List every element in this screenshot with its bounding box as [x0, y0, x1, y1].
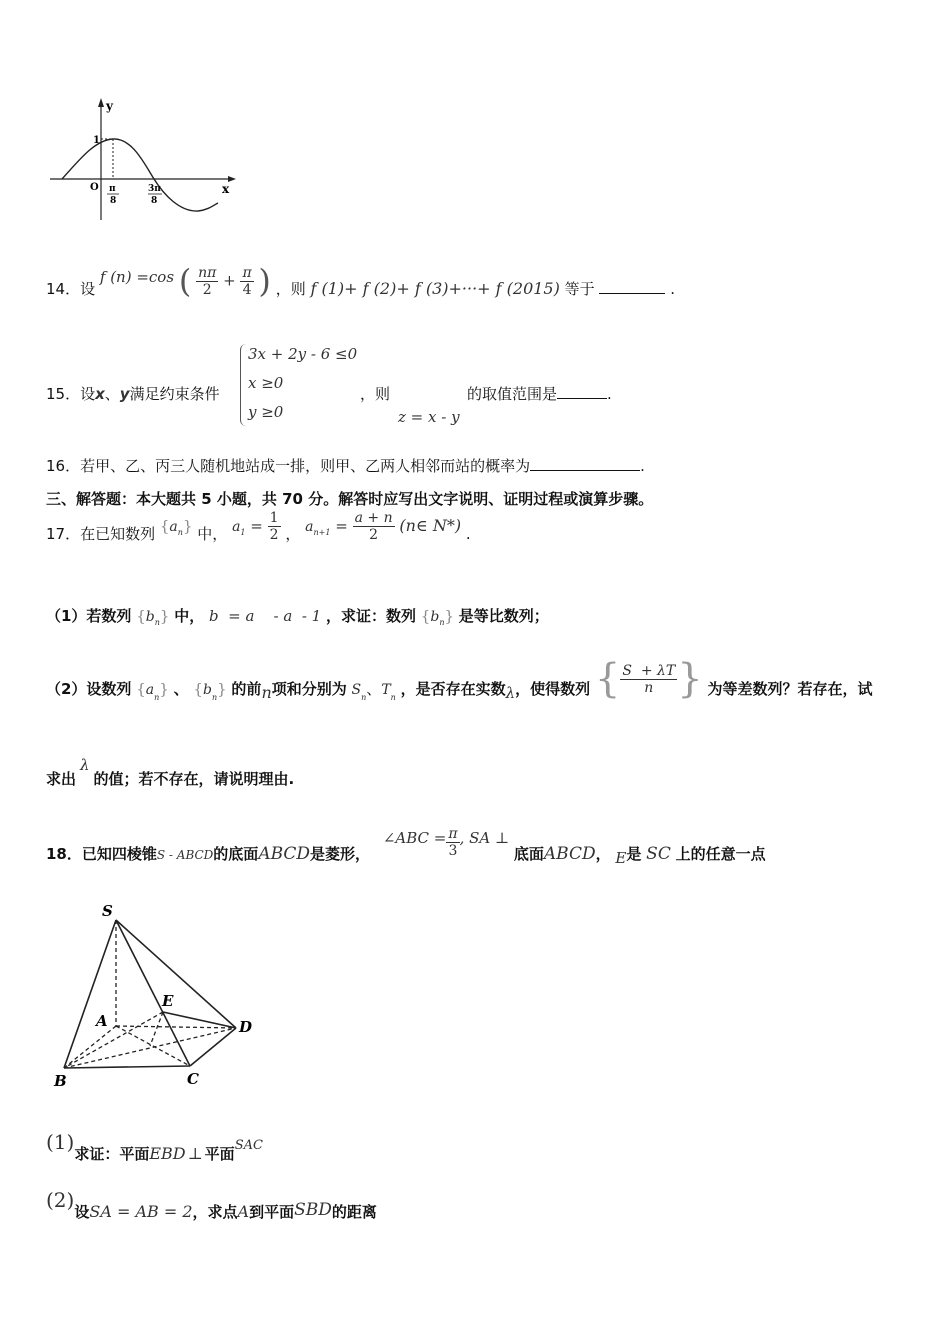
q14-number: 14．设 — [46, 279, 96, 298]
q15-constraint-brace — [240, 344, 247, 426]
vertex-B: B — [54, 1072, 67, 1090]
q15-answer-blank[interactable] — [557, 398, 607, 399]
q18-angle-frac: $\frac{\pi}{3}$ — [448, 826, 458, 859]
edge-AD — [116, 1026, 236, 1028]
q14-sum: f (1)+ f (2)+ f (3)+···+ f (2015) — [310, 278, 560, 298]
q15-z: z = x - y — [398, 408, 460, 426]
diag-AC — [116, 1026, 190, 1066]
vertex-D: D — [239, 1018, 253, 1036]
question-18-part-2: (2)设SA = AB = 2，求点A到平面SBD的距离 — [46, 1188, 377, 1221]
x-axis-arrow — [228, 176, 236, 182]
q14-frac2: $\frac{\pi}{4}$ — [242, 264, 252, 298]
pyramid-figure — [50, 898, 270, 1093]
vertex-E: E — [162, 992, 174, 1010]
question-14: 14．设 f (n) =cos ( $\frac{n\pi}{2}$ + $\frac{\pi}{4}$ ) ，则 f (1)+ f (2)+ f (3)+···+ f (2015) 等于 . — [46, 262, 675, 300]
question-17-part-1: （1）若数列 $\{b_n\}$ 中， b = a - a - 1 ，求证：数列 $\{b_n\}$ 是等比数列； — [46, 607, 549, 627]
y-axis-label: y — [106, 99, 113, 113]
tick-3pi8-num: 3π — [148, 184, 161, 194]
edge-EO — [150, 1012, 163, 1046]
question-16: 16．若甲、乙、丙三人随机地站成一排，则甲、乙两人相邻而站的概率为 . — [46, 457, 645, 475]
edge-CD — [190, 1028, 236, 1066]
vertex-C: C — [187, 1070, 199, 1088]
vertex-S: S — [102, 902, 113, 920]
curve — [62, 139, 218, 211]
x-axis-label: x — [222, 182, 230, 196]
edge-SB — [64, 920, 116, 1068]
question-17: 17．在已知数列 $\{a_n\}$ 中， $a_1$ = $\frac{1}{2}$ ， $a_{n+1}$ = $\frac{a + n}{2}$ (n∈ N*) . — [46, 510, 471, 543]
origin-label: O — [90, 182, 99, 193]
edge-ED — [163, 1012, 236, 1028]
y-axis-arrow — [98, 98, 104, 107]
q14-frac1: $\frac{n\pi}{2}$ — [198, 264, 217, 298]
q15-constraint-3: y ≥0 — [248, 403, 284, 421]
q15-constraint-2: x ≥0 — [248, 374, 284, 392]
q16-answer-blank[interactable] — [530, 470, 640, 471]
section-3-heading: 三、解答题：本大题共 5 小题，共 70 分。解答时应写出文字说明、证明过程或演算步骤。 — [46, 490, 654, 508]
q17-half: $\frac{1}{2}$ — [269, 510, 279, 543]
q14-answer-blank[interactable] — [599, 293, 665, 294]
diag-BD — [64, 1028, 236, 1068]
tick-3pi8-den: 8 — [151, 196, 158, 206]
q14-tail: 等于 — [564, 279, 595, 298]
edge-EB — [64, 1012, 163, 1068]
tick-pi8-num: π — [109, 184, 116, 194]
q15-then: ，则 — [360, 385, 391, 403]
q17-seq-frac: $\frac{S + \lambda T}{n}$ — [622, 662, 676, 696]
q14-then: ，则 — [275, 279, 306, 298]
max-label: 1 — [93, 135, 100, 146]
vertex-A: A — [96, 1012, 108, 1030]
q17-recurrence: $\frac{a + n}{2}$ — [354, 510, 393, 543]
tick-pi8-den: 8 — [110, 196, 117, 206]
q14-fn: f (n) =cos — [99, 267, 175, 286]
edge-SC — [116, 920, 190, 1066]
edge-BC — [64, 1066, 190, 1068]
q15-range: 的取值范围是 . — [467, 385, 612, 403]
question-15: 15．设x、y满足约束条件 — [46, 385, 220, 403]
q15-constraint-1: 3x + 2y - 6 ≤0 — [248, 345, 358, 363]
cosine-graph — [40, 95, 240, 225]
question-17-part-2-line2: 求出λ的值；若不存在，请说明理由. — [46, 756, 295, 788]
question-17-part-2: （2）设数列 $\{a_n\}$ 、 $\{b_n\}$ 的前n项和分别为 $S_n$、$T_n$ ，是否存在实数λ，使得数列 { $\frac{S + \lambda T}{n}$ } 为等差数列？若存在，试 — [46, 656, 873, 702]
question-18-part-1: (1)求证：平面EBD ⊥ 平面SAC — [46, 1130, 263, 1163]
question-18: 18．已知四棱锥$_{S - ABCD}$的底面ABCD是菱形， ∠ABC = $\frac{\pi}{3}$ , SA ⊥ 底面ABCD， E是 SC 上的任意一点 — [46, 826, 766, 867]
edge-SD — [116, 920, 236, 1028]
